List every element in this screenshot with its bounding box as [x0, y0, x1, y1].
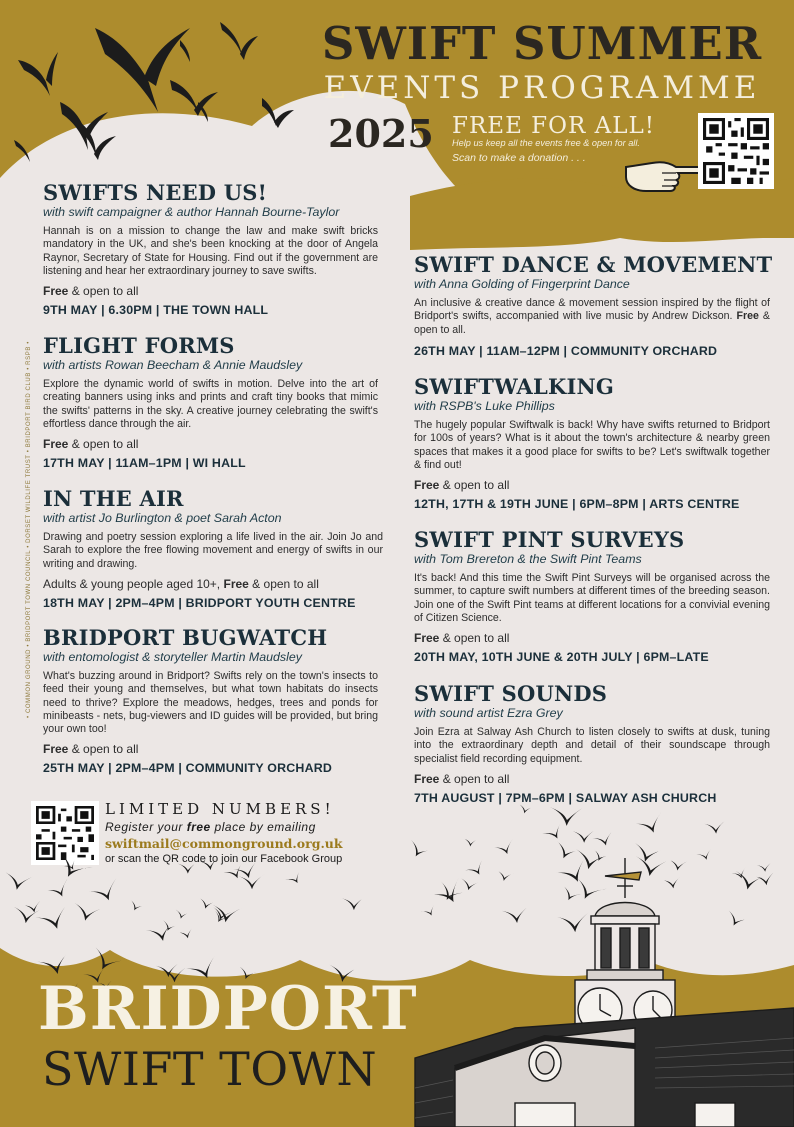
swift-bird-icon [88, 878, 123, 906]
event-subtitle: with Anna Golding of Fingerprint Dance [414, 277, 630, 291]
swift-bird-icon [463, 837, 479, 847]
register-text: Register your free place by emailing [105, 820, 316, 834]
event-in-the-air [43, 487, 383, 611]
event-description: Drawing and poetry session exploring a life lived in the air. Join Jo and Sarah to explore the free flowing movement and energy of swifts in our writing and drawing. [43, 531, 383, 570]
event-title: SWIFT SOUNDS [414, 681, 608, 706]
event-swift-dance-movement [414, 252, 773, 359]
event-when: 26TH MAY | 11AM–12PM | COMMUNITY ORCHARD [414, 343, 718, 358]
swift-bird-icon [62, 858, 81, 874]
swift-bird-icon [634, 812, 667, 838]
event-description: Explore the dynamic world of swifts in motion. Delve into the art of creating banners using inks and prints and craft tiny books that mimic the swifts' patterns in the sky. A creative journey celebrating the swift's effortless dance through the air. [43, 378, 378, 430]
event-description: What's buzzing around in Bridport? Swifts rely on the town's insects to feed their young and themselves, but what town habitats do insects need to thrive? Explore the meadows, hedges, trees and ponds for minibeasts - nets, bug-viewers and ID guides will be provided, but bring your own too! [43, 670, 378, 736]
swift-bird-icon [493, 839, 517, 858]
weather-vane-icon [605, 858, 641, 898]
swift-bird-icon [71, 901, 104, 925]
town-hall-clock-tower-illustration [395, 858, 794, 1127]
swift-bird-icon [2, 870, 35, 893]
event-when: 25TH MAY | 2PM–4PM | COMMUNITY ORCHARD [43, 761, 333, 776]
event-admission: Free & open to all [43, 437, 139, 452]
swift-bird-icon [197, 896, 217, 911]
event-when: 17TH MAY | 11AM–1PM | WI HALL [43, 456, 246, 471]
pointing-hand-icon [622, 153, 704, 193]
event-description: Join Ezra at Salway Ash Church to listen closely to swifts at dusk, tuning into the extraordinary depth and detail of their soundscape through specialist field recording equipment. [414, 726, 770, 765]
programme-year: 2025 [328, 111, 434, 156]
swift-bird-icon [704, 820, 727, 835]
swift-bird-icon [592, 830, 617, 848]
event-subtitle: with swift campaigner & author Hannah Bourne-Taylor [43, 205, 340, 219]
event-admission: Free & open to all [43, 284, 139, 299]
event-title: SWIFTWALKING [414, 374, 615, 399]
event-description: Hannah is on a mission to change the law and make swift bricks mandatory in the UK, and she's been knocking at the door of Angela Raynor, Secretary of State for Housing. Find out if the government are listening and hear her extraordinary journey to save swifts. [43, 225, 378, 277]
swift-bird-icon [239, 874, 266, 890]
event-admission: Adults & young people aged 10+, Free & open to all [43, 576, 319, 591]
swift-bird-icon [178, 862, 199, 874]
event-title: FLIGHT FORMS [43, 333, 235, 358]
swift-bird-icon [233, 860, 261, 881]
swift-bird-icon [174, 908, 190, 920]
swift-bird-icon [549, 804, 586, 827]
programme-subtitle: EVENTS PROGRAMME [323, 70, 761, 106]
limited-numbers-heading: LIMITED NUMBERS! [105, 800, 335, 818]
footer-swift-town: SWIFT TOWN [42, 1042, 378, 1096]
event-subtitle: with entomologist & storyteller Martin Maudsley [43, 650, 302, 664]
qr-code-icon [703, 118, 769, 184]
event-admission: Free & open to all [414, 478, 510, 493]
register-email-link[interactable]: swiftmail@commonground.org.uk [105, 836, 343, 851]
swift-bird-icon [198, 856, 221, 872]
donate-text: Scan to make a donation . . . [452, 152, 586, 164]
event-description: It's back! And this time the Swift Pint Surveys will be organised across the summer, to capture swift numbers at different times of the breeding season. Join one of the Swift Pint teams at different locations for a convivial evening of Citizen Science. [414, 572, 770, 624]
facebook-scan-text: or scan the QR code to join our Facebook Group [105, 853, 343, 865]
swift-bird-icon [517, 803, 534, 816]
swift-bird-icon [177, 927, 196, 941]
swift-bird-icon [342, 896, 366, 910]
event-description: The hugely popular Swiftwalk is back! Why have swifts returned to Bridport for 100s of years? What is it about the town's architecture & nearby green spaces that makes it a good place for swifts to be? Let's swiftwalk together & find out! [414, 419, 770, 471]
event-title: IN THE AIR [43, 486, 184, 511]
swift-bird-icon [0, 10, 310, 180]
swift-bird-icon [210, 905, 233, 923]
event-admission: Free & open to all [43, 742, 139, 757]
event-subtitle: with artist Jo Burlington & poet Sarah Acton [43, 511, 282, 525]
swift-bird-icon [573, 829, 596, 843]
event-swift-pint-surveys [414, 528, 770, 665]
event-when: 12TH, 17TH & 19TH JUNE | 6PM–8PM | ARTS CENTRE [414, 497, 740, 512]
event-subtitle: with sound artist Ezra Grey [414, 706, 563, 720]
swift-bird-icon [127, 898, 146, 913]
event-when: 9TH MAY | 6.30PM | THE TOWN HALL [43, 303, 269, 318]
event-title: BRIDPORT BUGWATCH [43, 625, 328, 650]
event-when: 20TH MAY, 10TH JUNE & 20TH JULY | 6PM–LATE [414, 650, 709, 665]
event-swiftwalking [414, 375, 770, 512]
programme-title: SWIFT SUMMER [321, 17, 763, 70]
event-bridport-bugwatch [43, 626, 378, 776]
event-title: SWIFTS NEED US! [43, 180, 268, 205]
event-swift-sounds [414, 682, 770, 806]
swift-bird-icon [541, 821, 567, 843]
donation-qr-code[interactable] [698, 113, 774, 189]
event-swifts-need-us [43, 181, 378, 318]
help-text: Help us keep all the events free & open for all. [452, 138, 640, 148]
swift-bird-icon [23, 899, 44, 914]
swift-bird-icon [160, 919, 178, 934]
swift-bird-icon [145, 921, 177, 944]
free-for-all-heading: FREE FOR ALL! [452, 113, 656, 139]
swift-bird-icon [45, 879, 73, 902]
swift-bird-icon [34, 904, 74, 935]
event-when: 7TH AUGUST | 7PM–6PM | SALWAY ASH CHURCH [414, 790, 717, 805]
event-subtitle: with artists Rowan Beecham & Annie Maudsley [43, 358, 303, 372]
event-title: SWIFT DANCE & MOVEMENT [414, 252, 773, 277]
partner-credits-text: • COMMON GROUND • BRIDPORT TOWN COUNCIL • DORSET WILDLIFE TRUST • BRIDPORT BIRD CLUB • RSPB • [26, 341, 32, 718]
event-when: 18TH MAY | 2PM–4PM | BRIDPORT YOUTH CENTRE [43, 595, 356, 610]
event-subtitle: with RSPB's Luke Phillips [414, 399, 555, 413]
swift-bird-icon [210, 902, 243, 925]
event-description: An inclusive & creative dance & movement session inspired by the flight of Bridport's swifts, accompanied with live music by Andrew Dickson. Free & open to all. [414, 297, 770, 336]
partner-credits [23, 298, 33, 718]
event-admission: Free & open to all [414, 631, 510, 646]
swift-bird-icon [11, 904, 42, 925]
event-flight-forms [43, 334, 378, 471]
event-title: SWIFT PINT SURVEYS [414, 527, 685, 552]
swift-bird-icon [285, 869, 306, 887]
event-subtitle: with Tom Brereton & the Swift Pint Teams [414, 552, 642, 566]
event-admission: Free & open to all [414, 771, 510, 786]
swift-bird-icon [88, 945, 126, 977]
footer-bridport: BRIDPORT [38, 974, 418, 1044]
